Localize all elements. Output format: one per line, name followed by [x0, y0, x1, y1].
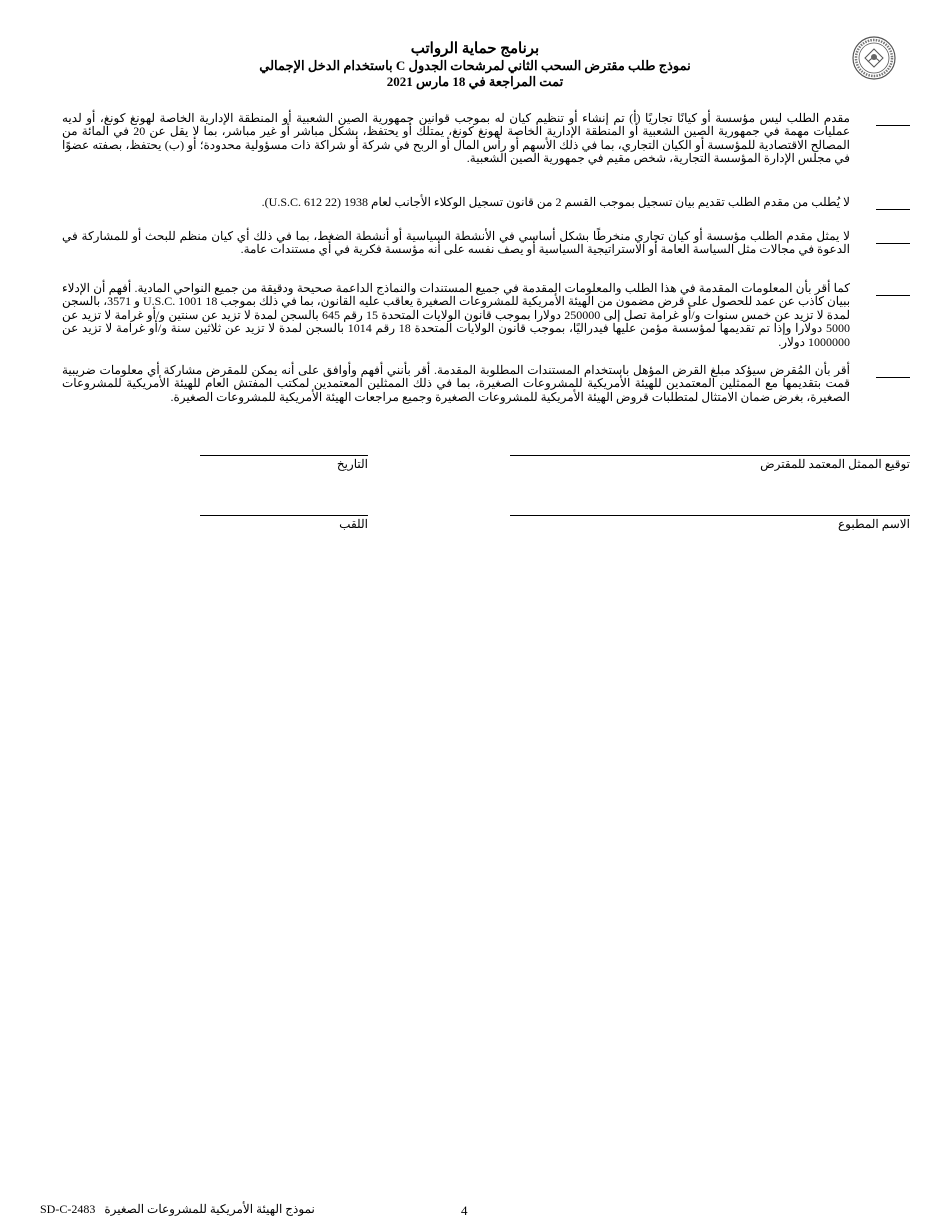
footer-form-id	[40, 1202, 315, 1217]
revision-date: تمت المراجعة في 18 مارس 2021	[386, 74, 564, 89]
date-line[interactable]	[200, 455, 368, 456]
sba-seal-icon	[852, 36, 896, 80]
initials-blank[interactable]	[876, 243, 910, 244]
initials-blank[interactable]	[876, 209, 910, 210]
program-title: برنامج حماية الرواتب	[410, 41, 540, 57]
certification-text: لا يُطلب من مقدم الطلب تقديم بيان تسجيل بموجب القسم 2 من قانون تسجيل الوكلاء الأجانب لعام 1938 (22 U.S.C. 612).	[261, 195, 850, 209]
document-header	[120, 40, 830, 90]
footer-form-number: 2483-SD-C	[40, 1202, 96, 1216]
printed-name-label: الاسم المطبوع	[838, 517, 910, 531]
signature-label: توقيع الممثل المعتمد للمقترض	[760, 457, 910, 471]
initials-blank[interactable]	[876, 125, 910, 126]
page-number: 4	[461, 1203, 468, 1218]
form-subtitle: نموذج طلب مقترض السحب الثاني لمرشحات الجدول C باستخدام الدخل الإجمالي	[259, 58, 691, 73]
certification-text: لا يمثل مقدم الطلب مؤسسة أو كيان تجاري منخرطًا بشكل أساسي في الأنشطة السياسية أو أنشطة الضغط، بما في ذلك أي كيان منظم للبحث أو للمشاركة في الدعوة في مجالات مثل السياسة العامة أو الاستراتيجية السياسية أو يصف نفسه على أنه مؤسسة فكرية في أي مستندات عامة.	[62, 229, 850, 257]
printed-name-line[interactable]	[510, 515, 910, 516]
signature-line[interactable]	[510, 455, 910, 456]
initials-blank[interactable]	[876, 295, 910, 296]
date-label: التاريخ	[336, 457, 368, 471]
certification-text: كما أقر بأن المعلومات المقدمة في هذا الطلب والمعلومات المقدمة في جميع المستندات والنماذج الداعمة صحيحة ودقيقة من جميع النواحي المادية. أفهم أن الإدلاء ببيان كاذب عن عمد للحصول على قرض مضمون من الهيئة الأمريكية للمشروعات الصغيرة يعاقب عليه القانون، بما في ذلك بموجب 18 U.S.C. 1001 و 3571، بالسجن لمدة لا تزيد عن خمس سنوات و/أو غرامة تصل إلى 250000 دولارا بموجب قانون الولايات المتحدة 15 رقم 645 بالسجن لمدة لا تزيد عن سنتين و/أو غرامة لا تزيد عن 5000 دولارا وإذا تم تقديمها لمؤسسة مؤمن عليها فيدراليًا، بموجب قانون الولايات المتحدة 18 رقم 1014 بالسجن لمدة لا تزيد عن ثلاثين سنة و/أو غرامة لا تزيد عن 1000000 دولار.	[62, 281, 851, 349]
title-label: اللقب	[339, 517, 368, 531]
certification-text: أقر بأن المُقرض سيؤكد مبلغ القرض المؤهل باستخدام المستندات المطلوبة المقدمة. أقر بأنني أفهم وأوافق على أنه يمكن للمقرض مشاركة أي معلومات ضريبية قمت بتقديمها مع الممثلين المعتمدين للهيئة الأمريكية للمشروعات الصغيرة، بما في ذلك الممثلين المعتمدين لمكتب المفتش العام للهيئة الأمريكية للمشروعات الصغيرة، بغرض ضمان الامتثال لمتطلبات قروض الهيئة الأمريكية للمشروعات الصغيرة وجميع مراجعات الهيئة الأمريكية للمشروعات الصغيرة.	[62, 363, 850, 404]
title-line[interactable]	[200, 515, 368, 516]
footer-form-label: نموذج الهيئة الأمريكية للمشروعات الصغيرة	[104, 1202, 315, 1216]
initials-blank[interactable]	[876, 377, 910, 378]
certification-text: مقدم الطلب ليس مؤسسة أو كيانًا تجاريًا (أ) تم إنشاء أو تنظيم كيان له بموجب قوانين جمهورية الصين الشعبية أو المنطقة الإدارية الخاصة لهونغ كونغ، أو لديه عمليات مهمة في جمهورية الصين الشعبية أو المنطقة الإدارية الخاصة لهونغ كونغ، يمتلك أو يحتفظ، بشكل مباشر أو غير مباشر، بما لا يقل عن 20 في المائة من المصالح الاقتصادية للمؤسسة أو الكيان التجاري، بما في ذلك الأسهم أو رأس المال أو الربح في شركة أو شراكة ذات مسؤولية محدودة؛ أو (ب) يحتفظ، بصفته عضوًا في مجلس الإدارة المؤسسة التجارية، شخص مقيم في جمهورية الصين الشعبية.	[62, 111, 850, 166]
